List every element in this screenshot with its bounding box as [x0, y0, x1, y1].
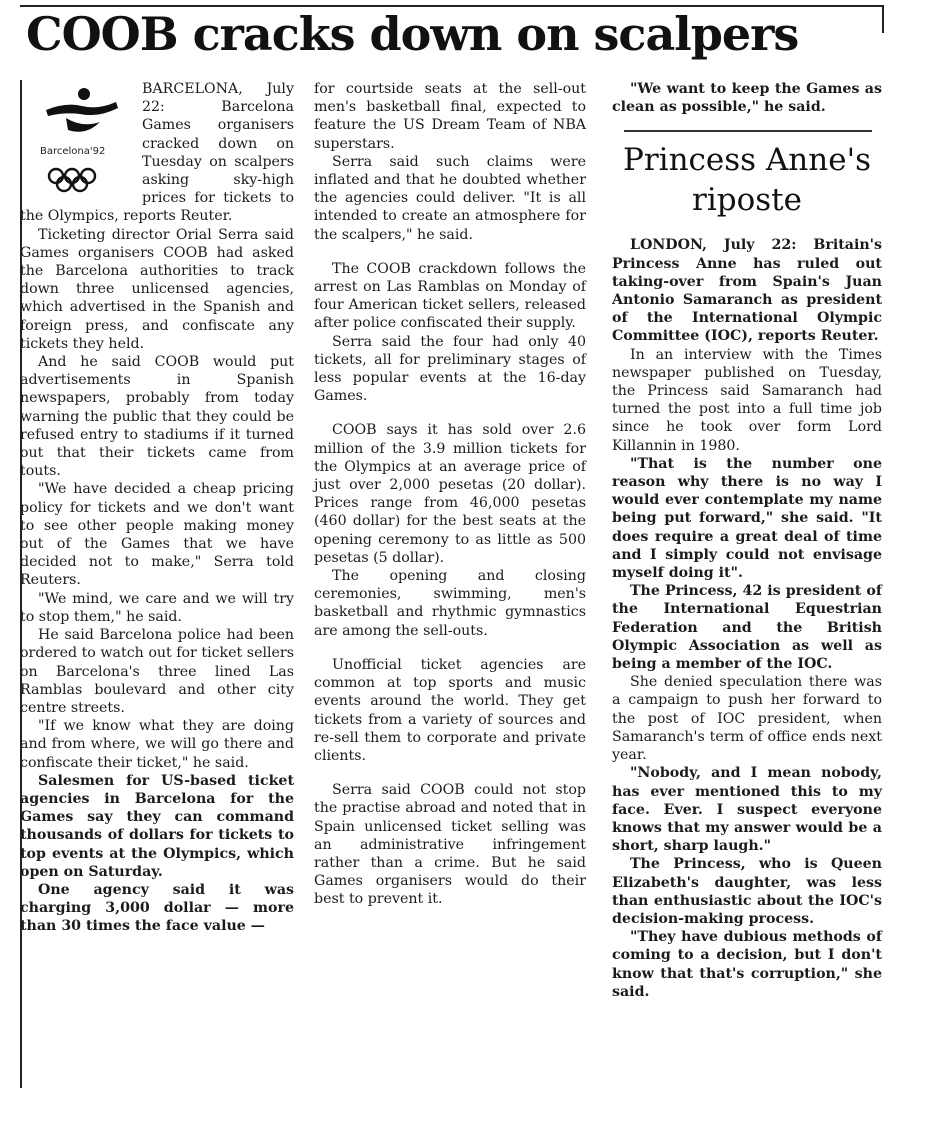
paragraph: In an interview with the Times newspaper published on Tuesday, the Princess said Samaranch had turned the post into a full time job since he took over form Lord Killannin in 1980. [612, 346, 882, 454]
paragraph: Salesmen for US-based ticket agencies in Barcelona for the Games say they can command thousands of dollars for tickets to top events at the Olympics, which open on Saturday. [20, 772, 294, 880]
sidebar-headline: Princess Anne's riposte [622, 142, 872, 219]
paragraph: Unofficial ticket agencies are common at top sports and music events around the world. They get tickets from a variety of sources and re-sell them to corporate and private clients. [314, 656, 586, 764]
column-3 [612, 80, 882, 1001]
paragraph: And he said COOB would put advertisements in Spanish newspapers, probably from today warning the public that they could be refused entry to stadiums if it turned out that their tickets came from touts. [20, 354, 294, 480]
section-divider [624, 130, 872, 132]
olympic-rings-icon [26, 84, 134, 196]
dateline-paragraph: BARCELONA, July 22: Barcelona Games organisers cracked down on Tuesday on scalpers asking sky-high prices for tickets to the Olympics, reports Reuter. [20, 81, 294, 225]
paragraph: Serra said such claims were inflated and that he doubted whether the agencies could deliver. "It is all intended to create an atmosphere for the scalpers," he said. [314, 153, 586, 243]
paragraph: Serra said the four had only 40 tickets, all for preliminary stages of less popular events at the 16-day Games. [314, 333, 586, 405]
paragraph: "That is the number one reason why there is no way I would ever contemplate my name being put forward," she said. "It does require a great deal of time and I simply could not envisage myself doing it". [612, 455, 882, 582]
paragraph: The Princess, who is Queen Elizabeth's daughter, was less than enthusiastic about the IOC's decision-making process. [612, 856, 882, 927]
paragraph: She denied speculation there was a campaign to push her forward to the post of IOC president, when Samaranch's term of office ends next year. [612, 674, 882, 764]
paragraph: Ticketing director Orial Serra said Games organisers COOB had asked the Barcelona authorities to track down three unlicensed agencies, which advertised in the Spanish and foreign press, and confiscate any tickets they held. [20, 226, 294, 352]
logo-caption: Barcelona'92 [40, 146, 106, 157]
paragraph: The opening and closing ceremonies, swimming, men's basketball and rhythmic gymnastics are among the sell-outs. [314, 568, 586, 639]
paragraph: LONDON, July 22: Britain's Princess Anne has ruled out taking-over from Spain's Juan Antonio Samaranch as president of the International Olympic Committee (IOC), reports Reuter. [612, 237, 882, 345]
column-2 [314, 80, 586, 909]
paragraph: Serra said COOB could not stop the practise abroad and noted that in Spain unlicensed ticket selling was an administrative infringement rather than a crime. But he said Games organisers would do their best to prevent it. [314, 782, 586, 908]
column-1 [20, 80, 294, 936]
paragraph: "We have decided a cheap pricing policy for tickets and we don't want to see other people making money out of the Games that we have decided not to make," Serra told Reuters. [20, 481, 294, 589]
barcelona-92-logo [26, 84, 134, 196]
paragraph: COOB says it has sold over 2.6 million of the 3.9 million tickets for the Olympics at an average price of just over 2,000 pesetas (20 dollar). Prices range from 46,000 pesetas (460 dollar) for the best seats at the opening ceremony to as little as 500 pesetas (5 dollar). [314, 422, 586, 566]
paragraph: The COOB crackdown follows the arrest on Las Ramblas on Monday of four American ticket sellers, released after police confiscated their supply. [314, 260, 586, 332]
paragraph: for courtside seats at the sell-out men's basketball final, expected to feature the US Dream Team of NBA superstars. [314, 81, 586, 152]
paragraph: "We mind, we care and we will try to stop them," he said. [20, 590, 294, 625]
paragraph: "Nobody, and I mean nobody, has ever mentioned this to my face. Ever. I suspect everyone knows that my answer would be a short, sharp laugh." [612, 765, 882, 855]
paragraph: The Princess, 42 is president of the International Equestrian Federation and the British Olympic Association as well as being a member of the IOC. [612, 583, 882, 673]
main-headline: COOB cracks down on scalpers [26, 7, 799, 61]
paragraph: "We want to keep the Games as clean as possible," he said. [612, 81, 882, 116]
paragraph: One agency said it was charging 3,000 dollar — more than 30 times the face value — [20, 881, 294, 935]
paragraph: "If we know what they are doing and from where, we will go there and confiscate their ticket," he said. [20, 718, 294, 771]
paragraph: He said Barcelona police had been ordered to watch out for ticket sellers on Barcelona's three lined Las Ramblas boulevard and other city centre streets. [20, 627, 294, 716]
paragraph: "They have dubious methods of coming to a decision, but I don't know that that's corruption," she said. [612, 929, 882, 1000]
